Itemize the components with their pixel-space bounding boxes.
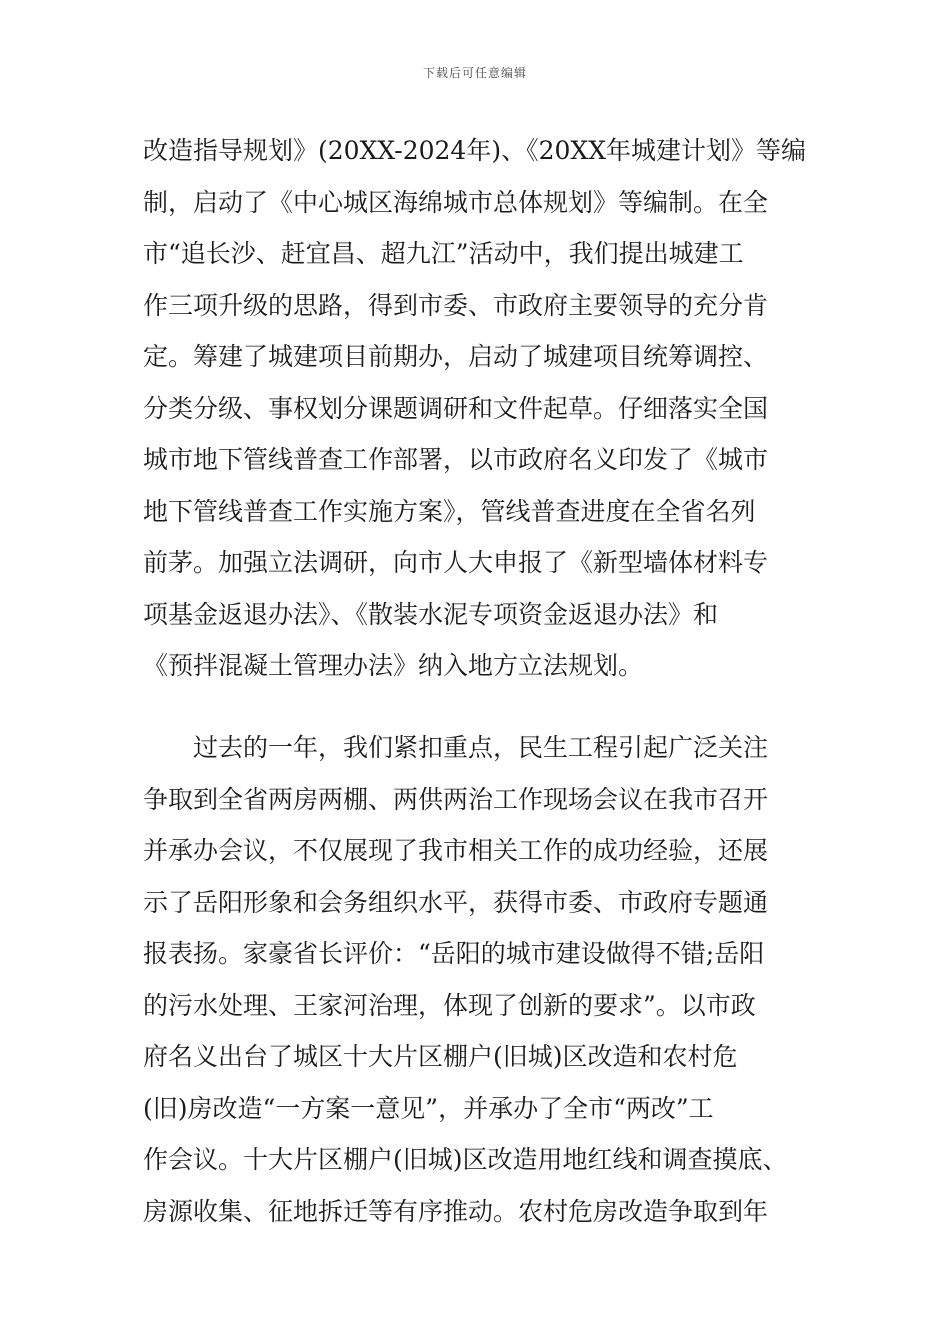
text-line: 作三项升级的思路，得到市委、市政府主要领导的充分肯	[143, 290, 769, 320]
text-line: 过去的一年，我们紧扣重点，民生工程引起广泛关注	[143, 733, 769, 762]
text-line: 定。筹建了城建项目前期办，启动了城建项目统筹调控、	[143, 342, 769, 371]
text-line: 报表扬。家豪省长评价：“岳阳的城市建设做得不错;岳阳	[143, 939, 765, 968]
text-line: 前茅。加强立法调研，向市人大申报了《新型墙体材料专	[143, 548, 769, 577]
text-line: 房源收集、征地拆迁等有序推动。农村危房改造争取到年	[143, 1196, 769, 1226]
text-line: 项基金返退办法》、《散装水泥专项资金返退办法》和	[143, 599, 719, 629]
page-header: 下载后可任意编辑	[422, 66, 527, 80]
text-line: 改造指导规划》(20XX-2024年)、《20XX年城建计划》等编	[143, 136, 807, 165]
paragraph-2	[143, 722, 808, 1237]
text-line: 制，启动了《中心城区海绵城市总体规划》等编制。在全	[143, 187, 769, 217]
text-line: 作会议。十大片区棚户(旧城)区改造用地红线和调查摸底、	[143, 1145, 788, 1174]
text-line: 并承办会议，不仅展现了我市相关工作的成功经验，还展	[143, 836, 769, 865]
text-line: 《预拌混凝土管理办法》纳入地方立法规划。	[143, 651, 644, 680]
text-line: 市“追长沙、赶宜昌、超九江”活动中，我们提出城建工	[143, 239, 744, 268]
text-line: (旧)房改造“一方案一意见”，并承办了全市“两改”工	[143, 1093, 714, 1123]
text-line: 地下管线普查工作实施方案》，管线普查进度在全省名列	[143, 496, 756, 526]
text-line: 城市地下管线普查工作部署，以市政府名义印发了《城市	[143, 445, 769, 474]
text-line: 分类分级、事权划分课题调研和文件起草。仔细落实全国	[143, 393, 769, 423]
text-line: 的污水处理、王家河治理，体现了创新的要求”。以市政	[143, 990, 756, 1020]
text-line: 争取到全省两房两棚、两供两治工作现场会议在我市召开	[143, 784, 769, 814]
text-line: 府名义出台了城区十大片区棚户(旧城)区改造和农村危	[143, 1042, 738, 1071]
text-line: 示了岳阳形象和会务组织水平，获得市委、市政府专题通	[143, 887, 769, 917]
paragraph-1	[143, 125, 808, 692]
